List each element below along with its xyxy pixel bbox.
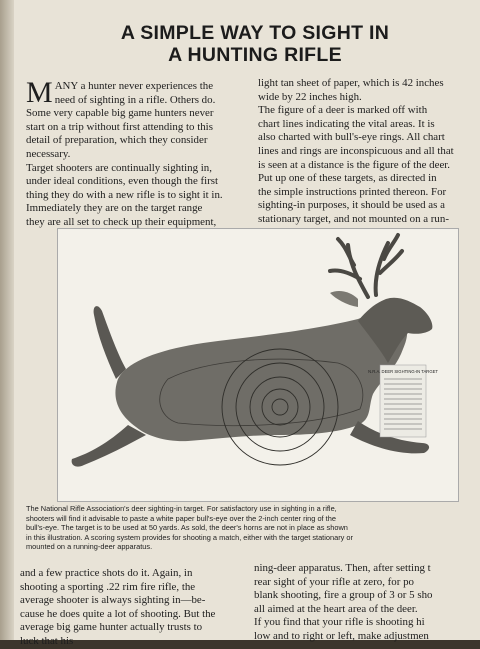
text-line: lines and rings are inconspicuous and all that	[258, 144, 454, 157]
text-line: shooting a sporting .22 rim fire rifle, the	[20, 580, 196, 593]
text-line: and a few practice shots do it. Again, in	[20, 567, 193, 579]
text-line: thing they do with a new rifle is to sight it in.	[26, 188, 223, 201]
text-line: Put up one of these targets, as directed in	[258, 172, 437, 185]
caption-line: The National Rifle Association's deer sighting-in target. For satisfactory use in sighting in a rifle,	[26, 504, 337, 513]
caption-line: in this illustration. A scoring system provides for shooting a match, either with the target stationary or	[26, 532, 353, 542]
deer-body	[115, 313, 407, 441]
text-line: the simple instructions printed thereon. For	[258, 185, 447, 198]
text-line: Target shooters are continually sighting in,	[26, 161, 212, 174]
text-line: detail of preparation, which they consider	[26, 134, 208, 147]
text-line: start on a trip without first attending to this	[26, 120, 213, 133]
title-line-2: A HUNTING RIFLE	[168, 44, 342, 66]
text-line: stationary target, and not mounted on a run-	[258, 212, 449, 225]
text-line: under ideal conditions, even though the first	[26, 175, 219, 188]
page-spine	[0, 0, 14, 640]
title-line-1: A SIMPLE WAY TO SIGHT IN	[120, 22, 390, 44]
text-line: low and to right or left, make adjustmen	[254, 629, 429, 642]
text-line: need of sighting in a rifle. Others do.	[54, 93, 216, 106]
right-column	[258, 77, 478, 227]
text-line: blank shooting, fire a group of 3 or 5 sho	[254, 589, 433, 602]
bottom-right-column	[254, 562, 480, 644]
deer-antlers	[330, 235, 402, 297]
text-line: rear sight of your rifle at zero, for po	[254, 575, 414, 588]
text-line: ANY a hunter never experiences the	[54, 80, 214, 92]
deer-tail	[94, 306, 126, 379]
deer-hind-legs	[72, 425, 146, 467]
text-line: luck that his	[20, 634, 74, 647]
text-line: Some very capable big game hunters never	[26, 107, 214, 120]
bottom-left-column	[20, 567, 250, 649]
text-line: is seen at a distance is the figure of the deer.	[258, 158, 451, 171]
text-line: they are all set to check up their equipment,	[26, 215, 217, 228]
figure-caption	[26, 504, 476, 552]
text-line: average shooter is always sighting in—be-	[20, 594, 206, 607]
text-line: If you find that your rifle is shooting hi	[254, 616, 425, 629]
text-line: light tan sheet of paper, which is 42 inches	[258, 77, 444, 89]
caption-line: shooters will find it advisable to paste a white paper bull's-eye over the 2-inch center ring of the	[26, 513, 336, 523]
text-line: Immediately they are on the target range	[26, 202, 203, 215]
text-line: wide by 22 inches high.	[258, 90, 362, 103]
text-line: also charted with bull's-eye rings. All chart	[258, 131, 445, 144]
text-line: sighting-in purposes, it should be used as a	[258, 199, 445, 212]
text-line: ning-deer apparatus. Then, after setting t	[254, 562, 431, 574]
article-title	[30, 22, 480, 66]
target-label: N.R.A. DEER SIGHTING-IN TARGET	[368, 369, 438, 374]
text-line: average big game hunter actually trusts to	[20, 621, 203, 634]
text-line: chart lines indicating the vital areas. It is	[258, 117, 435, 130]
drop-cap: M	[26, 76, 53, 109]
text-line: cause he does quite a lot of shooting. But the	[20, 607, 216, 620]
deer-illustration	[58, 229, 458, 501]
left-column	[26, 76, 242, 230]
text-line: necessary.	[26, 147, 71, 160]
deer-ear	[330, 291, 358, 307]
text-line: all aimed at the heart area of the deer.	[254, 602, 418, 615]
caption-line: bull's-eye. The target is to be used at 50 yards. As sold, the deer's horns are not in place as shown	[26, 523, 348, 533]
target-instructions-block	[380, 365, 426, 437]
deer-target-figure	[57, 228, 459, 502]
caption-line: mounted on a running-deer apparatus.	[26, 542, 153, 552]
text-line: The figure of a deer is marked off with	[258, 104, 428, 117]
